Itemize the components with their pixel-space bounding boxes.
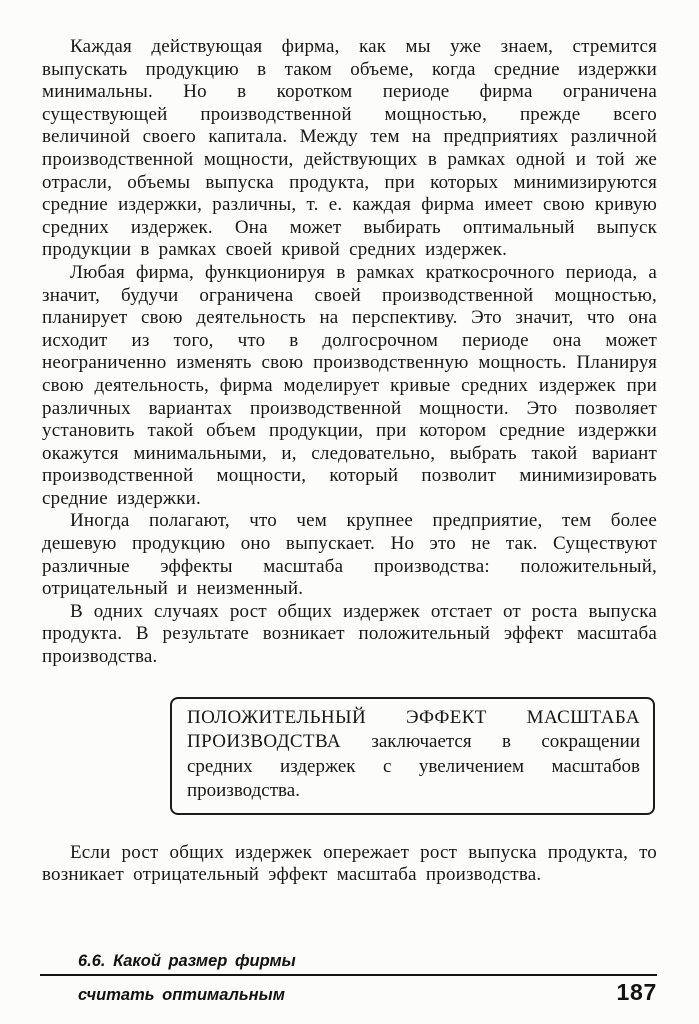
paragraph-3: Иногда полагают, что чем крупнее предприятие, тем более дешевую продукцию оно выпускает. Но это не так. Существуют различные эффекты масштаба производства: положительный, отрицательный и неизменный. — [42, 510, 657, 600]
paragraph-5: Если рост общих издержек опережает рост выпуска продукта, то возникает отрицательный эффект масштаба производства. — [42, 841, 657, 886]
footer-section-title-line2: считать оптимальным — [78, 986, 285, 1004]
paragraph-4: В одних случаях рост общих издержек отстает от роста выпуска продукта. В результате возникает положительный эффект масштаба производства. — [42, 600, 657, 668]
definition-body: заключается в сокращении средних издержек с увеличением масштабов производства. — [187, 731, 640, 802]
paragraph-2: Любая фирма, функционируя в рамках краткосрочного периода, а значит, будучи ограничена своей производственной мощностью, планирует свою деятельность на перспективу. Это значит, что она исходит из того, что в долгосрочном периоде она может неограниченно изменять свою производственную мощность. Планируя свою деятельность, фирма моделирует кривые средних издержек при различных вариантах производственной мощности. Это позволяет установить такой объем продукции, при котором средние издержки окажутся минимальными, и, следовательно, выбрать такой вариант производственной мощности, который позволит минимизировать средние издержки. — [42, 261, 657, 509]
definition-text — [187, 706, 640, 804]
page-footer — [40, 952, 657, 1006]
footer-section-title-line1: 6.6. Какой размер фирмы — [78, 952, 296, 970]
paragraph-1: Каждая действующая фирма, как мы уже знаем, стремится выпускать продукцию в таком объеме, когда средние издержки минимальны. Но в коротком периоде фирма ограничена существующей производственной мощностью, прежде всего величиной своего капитала. Между тем на предприятиях различной производственной мощности, действующих в рамках одной и той же отрасли, объемы выпуска продукта, при которых минимизируются средние издержки, различны, т. е. каждая фирма имеет свою кривую средних издержек. Она может выбирать оптимальный выпуск продукции в рамках своей кривой средних издержек. — [42, 36, 657, 261]
footer-bottom-row — [40, 979, 657, 1006]
page-number: 187 — [616, 979, 657, 1005]
footer-rule — [40, 974, 657, 976]
definition-box — [170, 697, 655, 815]
definition-term: ПОЛОЖИТЕЛЬНЫЙ ЭФФЕКТ МАСШТАБА ПРОИЗВОДСТВА — [187, 706, 640, 753]
body-text — [42, 36, 657, 887]
